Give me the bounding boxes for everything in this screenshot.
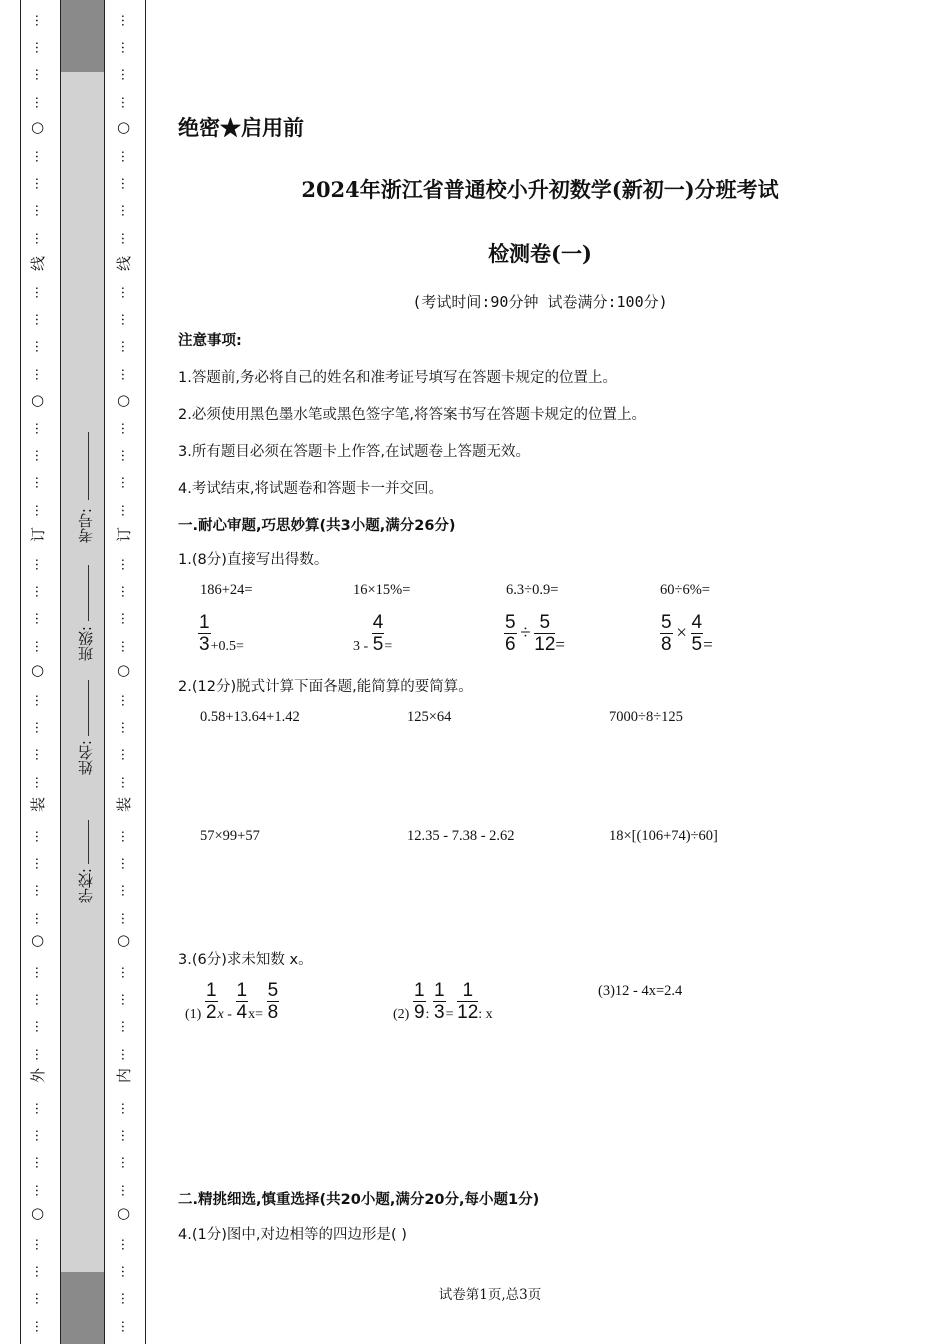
- binding-label: 装: [29, 796, 48, 813]
- binding-dots: …: [32, 1156, 47, 1170]
- binding-circle: ○: [31, 661, 45, 679]
- binding-dots: …: [118, 231, 133, 245]
- binding-circle: ○: [117, 391, 131, 409]
- q3-part1: (1) $\frac{1}{2}$ x - $\frac{1}{4}$ x= $\frac{5}{8}$: [185, 980, 279, 1023]
- q2-item: 57×99+57: [200, 828, 260, 844]
- binding-dots: …: [32, 1292, 47, 1306]
- binding-dots: …: [118, 884, 133, 898]
- binding-dots: …: [32, 14, 47, 27]
- section1-heading: 一.耐心审题,巧思妙算(共3小题,满分26分): [178, 518, 456, 534]
- note-item: 1.答题前,务必将自己的姓名和准考证号填写在答题卡规定的位置上。: [178, 370, 617, 386]
- binding-dots: …: [32, 286, 47, 299]
- binding-dots: …: [118, 966, 133, 979]
- q2-stem: 2.(12分)脱式计算下面各题,能简算的要简算。: [178, 679, 473, 695]
- binding-dots: …: [32, 1020, 47, 1034]
- binding-dots: …: [32, 340, 47, 354]
- binding-dots: …: [118, 639, 133, 653]
- gray-band-top: [60, 0, 104, 72]
- binding-dots: …: [32, 1265, 47, 1279]
- binding-dots: …: [32, 231, 47, 245]
- binding-dots: …: [118, 1238, 133, 1251]
- binding-dots: …: [118, 558, 133, 571]
- binding-dots: …: [118, 1129, 133, 1143]
- binding-dots: …: [32, 748, 47, 762]
- binding-dots: …: [32, 1319, 47, 1333]
- binding-dots: …: [118, 1020, 133, 1034]
- binding-dots: …: [118, 476, 133, 490]
- binding-dots: …: [118, 150, 133, 163]
- binding-dots: …: [32, 1102, 47, 1115]
- binding-dots: …: [118, 41, 133, 55]
- binding-dots: …: [118, 993, 133, 1007]
- note-item: 2.必须使用黑色墨水笔或黑色签字笔,将答案书写在答题卡规定的位置上。: [178, 407, 646, 423]
- binding-dots: …: [32, 857, 47, 871]
- q1-item: 6.3÷0.9=: [506, 582, 559, 598]
- binding-dots: …: [32, 612, 47, 626]
- q4-stem: 4.(1分)图中,对边相等的四边形是( ): [178, 1227, 407, 1243]
- binding-circle: ○: [117, 118, 131, 136]
- binding-dots: …: [118, 503, 133, 517]
- margin-line-left: [20, 0, 21, 1344]
- binding-dots: …: [32, 966, 47, 979]
- binding-dots: …: [118, 1102, 133, 1115]
- exam-subtitle: 检测卷(一): [488, 241, 592, 266]
- page-footer: 试卷第1页,总3页: [438, 1287, 542, 1303]
- q3-part2: (2) $\frac{1}{9}$ : $\frac{1}{3}$ = $\frac{1}{12}$ : x: [393, 980, 493, 1023]
- gray-band-bottom: [60, 1272, 104, 1344]
- binding-dots: …: [118, 1319, 133, 1333]
- margin-line-right: [145, 0, 146, 1344]
- q2-item: 7000÷8÷125: [609, 709, 683, 725]
- binding-dots: …: [32, 721, 47, 735]
- gray-band: [60, 0, 104, 1344]
- binding-dots: …: [32, 830, 47, 843]
- q1-item: 16×15%=: [353, 582, 411, 598]
- binding-circle: ○: [31, 391, 45, 409]
- binding-dots: …: [118, 367, 133, 381]
- q1-item: 60÷6%=: [660, 582, 710, 598]
- binding-dots: …: [32, 95, 47, 109]
- binding-dots: …: [32, 177, 47, 191]
- binding-dots: …: [118, 449, 133, 463]
- field-exam-no: 考号:: [77, 508, 95, 544]
- binding-dots: …: [118, 313, 133, 327]
- q1-stem: 1.(8分)直接写出得数。: [178, 552, 329, 568]
- binding-dots: …: [32, 1129, 47, 1143]
- binding-dots: …: [32, 558, 47, 571]
- binding-dots: …: [32, 911, 47, 925]
- binding-dots: …: [32, 775, 47, 789]
- note-item: 3.所有题目必须在答题卡上作答,在试题卷上答题无效。: [178, 444, 530, 460]
- q2-item: 18×[(106+74)÷60]: [609, 828, 718, 844]
- binding-dots: …: [32, 422, 47, 435]
- binding-dots: …: [32, 41, 47, 55]
- field-name-line[interactable]: [88, 680, 89, 736]
- binding-label: 订: [29, 526, 48, 543]
- notes-heading: 注意事项:: [178, 333, 242, 349]
- binding-dots: …: [118, 857, 133, 871]
- field-name: 姓名:: [77, 740, 95, 776]
- binding-dots: …: [32, 150, 47, 163]
- inner-dotted-column: [117, 0, 135, 1344]
- binding-dots: …: [118, 721, 133, 735]
- binding-dots: …: [118, 775, 133, 789]
- binding-label: 装: [115, 796, 134, 813]
- binding-dots: …: [118, 1047, 133, 1061]
- binding-dots: …: [118, 204, 133, 218]
- section2-heading: 二.精挑细选,慎重选择(共20小题,满分20分,每小题1分): [178, 1192, 540, 1208]
- binding-dots: …: [118, 694, 133, 707]
- binding-dots: …: [32, 585, 47, 599]
- binding-dots: …: [118, 1156, 133, 1170]
- q2-item: 125×64: [407, 709, 452, 725]
- q1-frac-expr-c: $\frac{5}{6}$ ÷ $\frac{5}{12}$ =: [505, 612, 565, 655]
- binding-dots: …: [32, 313, 47, 327]
- binding-dots: …: [118, 1292, 133, 1306]
- binding-dots: …: [118, 68, 133, 82]
- binding-label: 外: [29, 1067, 48, 1084]
- field-class: 班级:: [77, 626, 95, 662]
- field-exam-no-line[interactable]: [88, 432, 89, 500]
- binding-label: 订: [115, 526, 134, 543]
- q3-part3: (3)12 - 4x=2.4: [598, 983, 683, 999]
- q1-frac-expr-d: $\frac{5}{8}$ × $\frac{4}{5}$ =: [661, 612, 713, 655]
- q2-item: 0.58+13.64+1.42: [200, 709, 300, 725]
- binding-dots: …: [118, 911, 133, 925]
- binding-dots: …: [32, 639, 47, 653]
- exam-info: (考试时间:90分钟 试卷满分:100分): [412, 293, 668, 311]
- binding-dots: …: [118, 748, 133, 762]
- binding-circle: ○: [117, 931, 131, 949]
- q2-item: 12.35 - 7.38 - 2.62: [407, 828, 515, 844]
- field-school: 学校:: [77, 868, 95, 904]
- binding-dots: …: [32, 884, 47, 898]
- binding-dots: …: [118, 585, 133, 599]
- binding-dots: …: [32, 503, 47, 517]
- q3-stem: 3.(6分)求未知数 x。: [178, 952, 313, 968]
- binding-circle: ○: [31, 118, 45, 136]
- outer-dotted-column: [31, 0, 49, 1344]
- binding-dots: …: [32, 68, 47, 82]
- field-class-line[interactable]: [88, 565, 89, 621]
- binding-dots: …: [32, 1238, 47, 1251]
- binding-dots: …: [118, 286, 133, 299]
- binding-dots: …: [32, 1183, 47, 1197]
- binding-label: 内: [115, 1067, 134, 1084]
- binding-dots: …: [118, 177, 133, 191]
- binding-dots: …: [118, 422, 133, 435]
- binding-dots: …: [32, 993, 47, 1007]
- q1-frac-expr-b: 3 - $\frac{4}{5}$ =: [353, 612, 393, 655]
- binding-dots: …: [32, 204, 47, 218]
- binding-dots: …: [118, 95, 133, 109]
- binding-dots: …: [118, 830, 133, 843]
- binding-dots: …: [118, 340, 133, 354]
- binding-circle: ○: [117, 661, 131, 679]
- note-item: 4.考试结束,将试题卷和答题卡一并交回。: [178, 481, 443, 497]
- binding-circle: ○: [117, 1204, 131, 1222]
- band-line-right: [104, 0, 105, 1344]
- secret-label: 绝密★启用前: [178, 115, 304, 140]
- binding-dots: …: [32, 1047, 47, 1061]
- band-line-left: [60, 0, 61, 1344]
- exam-title: 2024年浙江省普通校小升初数学(新初一)分班考试: [301, 177, 779, 202]
- binding-dots: …: [118, 1265, 133, 1279]
- binding-dots: …: [32, 449, 47, 463]
- binding-dots: …: [118, 14, 133, 27]
- binding-label: 线: [29, 255, 48, 272]
- binding-dots: …: [118, 612, 133, 626]
- binding-dots: …: [118, 1183, 133, 1197]
- binding-circle: ○: [31, 931, 45, 949]
- binding-label: 线: [115, 255, 134, 272]
- q1-frac-expr-a: $\frac{1}{3}$ +0.5=: [199, 612, 244, 655]
- binding-dots: …: [32, 367, 47, 381]
- binding-circle: ○: [31, 1204, 45, 1222]
- binding-dots: …: [32, 694, 47, 707]
- field-school-line[interactable]: [88, 820, 89, 864]
- q1-item: 186+24=: [200, 582, 253, 598]
- binding-dots: …: [32, 476, 47, 490]
